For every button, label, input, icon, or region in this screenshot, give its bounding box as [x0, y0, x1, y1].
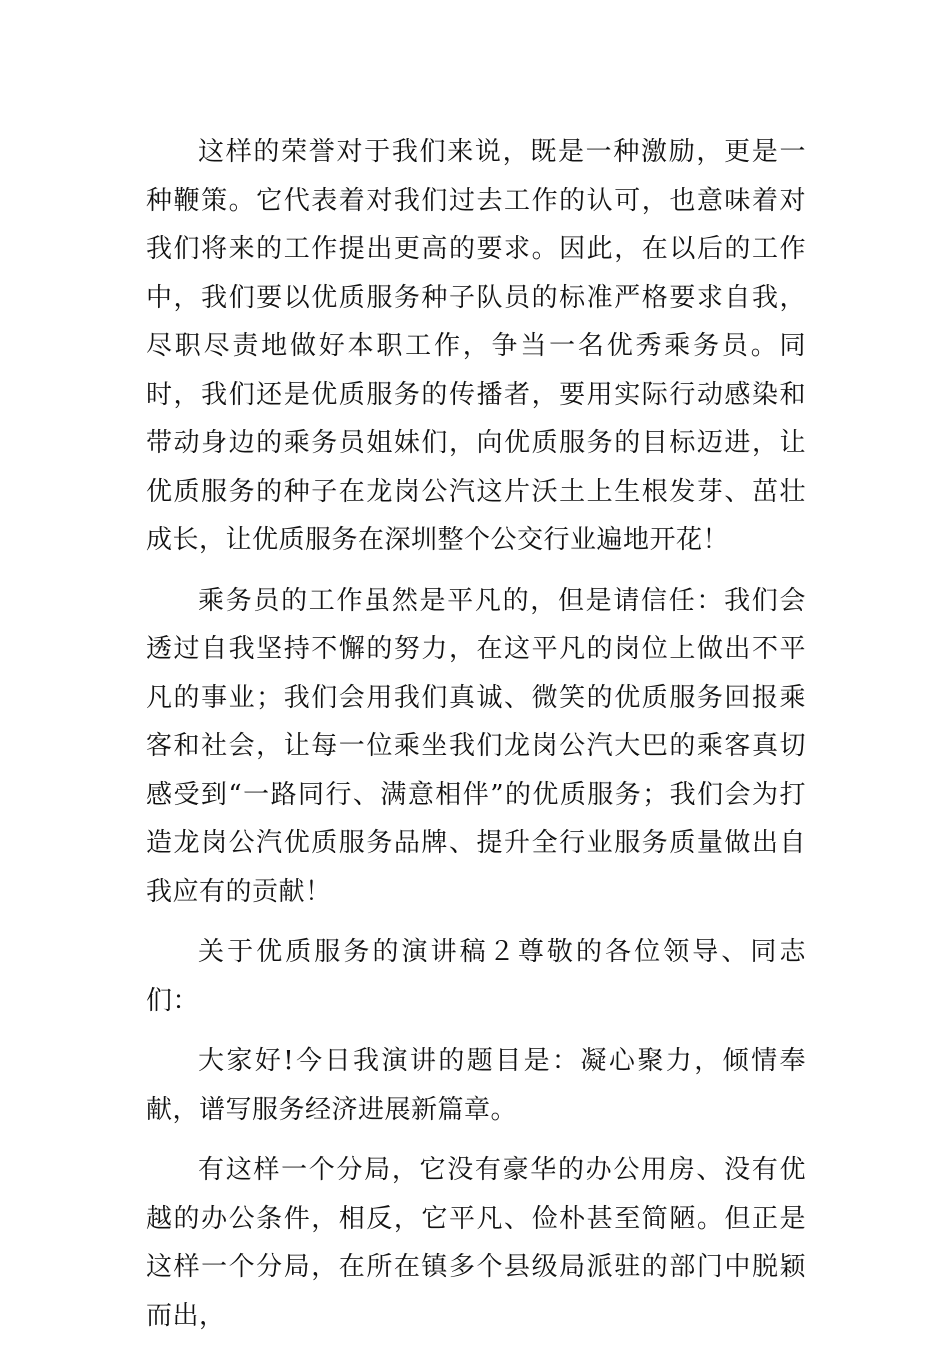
- document-body: [146, 128, 806, 1352]
- paragraph-greeting: 大家好!今日我演讲的题目是：凝心聚力，倾情奉献，谱写服务经济进展新篇章。: [146, 1046, 806, 1125]
- paragraph-conductor-work: 乘务员的工作虽然是平凡的，但是请信任：我们会透过自我坚持不懈的努力，在这平凡的岗位上做出不平凡的事业；我们会用我们真诚、微笑的优质服务回报乘客和社会，让每一位乘坐我们龙岗公汽大巴的乘客真切感受到“一路同行、满意相伴”的优质服务；我们会为打造龙岗公汽优质服务品牌、提升全行业服务质量做出自我应有的贡献！: [146, 585, 806, 907]
- paragraph-speech-title: 关于优质服务的演讲稿２尊敬的各位领导、同志们：: [146, 937, 806, 1016]
- paragraph-honor: 这样的荣誉对于我们来说，既是一种激励，更是一种鞭策。它代表着对我们过去工作的认可，也意味着对我们将来的工作提出更高的要求。因此，在以后的工作中，我们要以优质服务种子队员的标准严格要求自我，尽职尽责地做好本职工作，争当一名优秀乘务员。同时，我们还是优质服务的传播者，要用实际行动感染和带动身边的乘务员姐妹们，向优质服务的目标迈进，让优质服务的种子在龙岗公汽这片沃土上生根发芽、茁壮成长，让优质服务在深圳整个公交行业遍地开花！: [146, 137, 806, 555]
- paragraph-branch-office: 有这样一个分局，它没有豪华的办公用房、没有优越的办公条件，相反，它平凡、俭朴甚至简陋。但正是这样一个分局，在所在镇多个县级局派驻的部门中脱颖而出，: [146, 1155, 806, 1331]
